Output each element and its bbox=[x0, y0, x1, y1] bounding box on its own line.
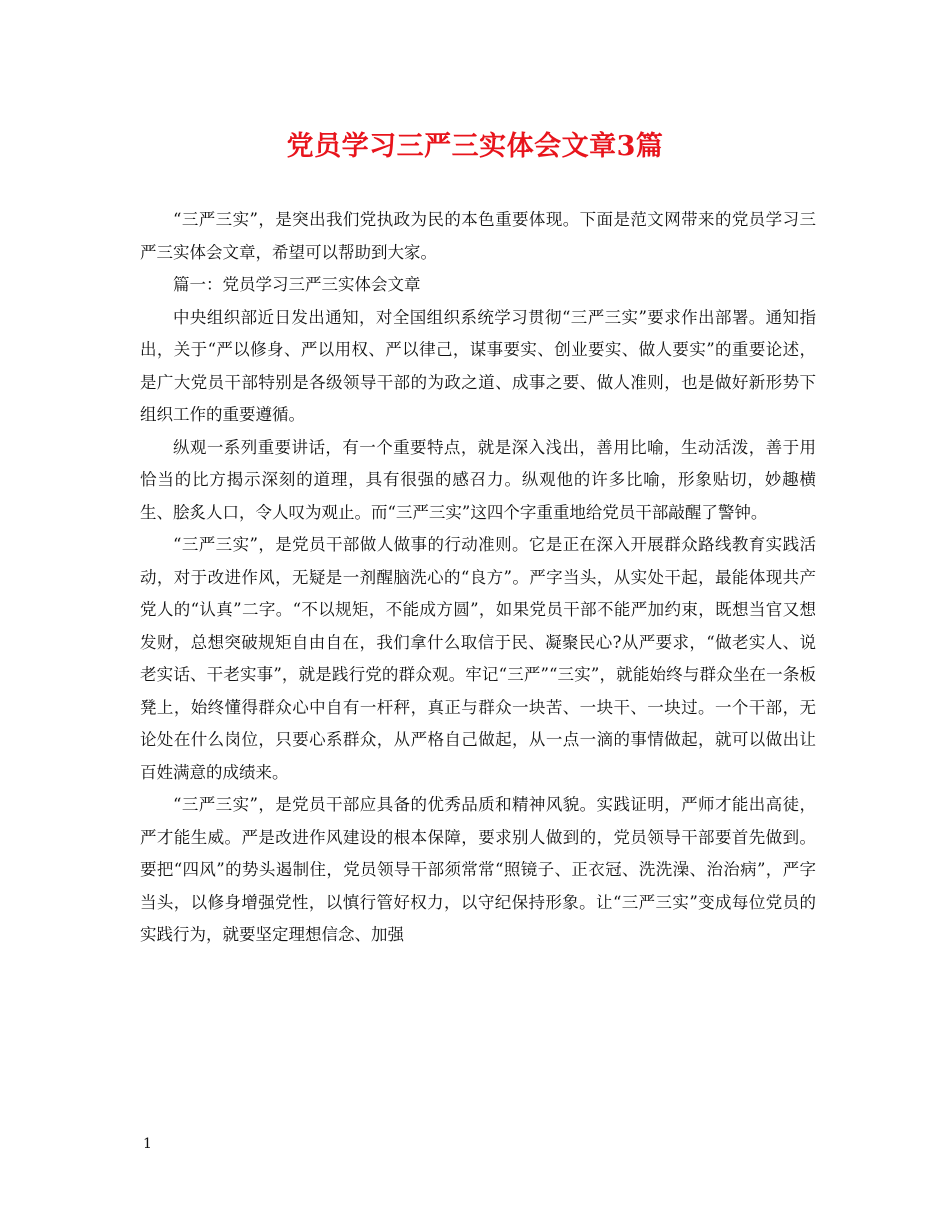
paragraph: 纵观一系列重要讲话，有一个重要特点，就是深入浅出，善用比喻，生动活泼，善于用恰当的比方揭示深刻的道理，具有很强的感召力。纵观他的许多比喻，形象贴切，妙趣横生、脍炙人口，令人叹为观止。而“三严三实”这四个字重重地给党员干部敲醒了警钟。 bbox=[140, 437, 816, 522]
paragraph: “三严三实”，是党员干部应具备的优秀品质和精神风貌。实践证明，严师才能出高徒，严才能生威。严是改进作风建设的根本保障，要求别人做到的，党员领导干部要首先做到。要把“四风”的势头遏制住，党员领导干部须常常“照镜子、正衣冠、洗洗澡、治治病”，严字当头，以修身增强党性，以慎行管好权力，以守纪保持形象。让“三严三实”变成每位党员的实践行为，就要坚定理想信念、加强 bbox=[140, 795, 816, 944]
page-number: 1 bbox=[143, 1136, 152, 1152]
section-heading: 篇一：党员学习三严三实体会文章 bbox=[173, 275, 421, 294]
document-body bbox=[140, 204, 816, 952]
paragraph-intro: “三严三实”，是突出我们党执政为民的本色重要体现。下面是范文网带来的党员学习三严三实体会文章，希望可以帮助到大家。 bbox=[140, 210, 816, 262]
paragraph: “三严三实”，是党员干部做人做事的行动准则。它是正在深入开展群众路线教育实践活动，对于改进作风，无疑是一剂醒脑洗心的“良方”。严字当头，从实处干起，最能体现共产党人的“认真”二字。“不以规矩，不能成方圆”，如果党员干部不能严加约束，既想当官又想发财，总想突破规矩自由自在，我们拿什么取信于民、凝聚民心?从严要求，“做老实人、说老实话、干老实事”，就是践行党的群众观。牢记“三严”“三实”，就能始终与群众坐在一条板凳上，始终懂得群众心中自有一杆秤，真正与群众一块苦、一块干、一块过。一个干部，无论处在什么岗位，只要心系群众，从严格自己做起，从一点一滴的事情做起，就可以做出让百姓满意的成绩来。 bbox=[140, 535, 816, 782]
document-title: 党员学习三严三实体会文章3篇 bbox=[286, 131, 664, 162]
paragraph: 中央组织部近日发出通知，对全国组织系统学习贯彻“三严三实”要求作出部署。通知指出，关于“严以修身、严以用权、严以律己，谋事要实、创业要实、做人要实”的重要论述，是广大党员干部特别是各级领导干部的为政之道、成事之要、做人准则，也是做好新形势下组织工作的重要遵循。 bbox=[140, 307, 816, 424]
